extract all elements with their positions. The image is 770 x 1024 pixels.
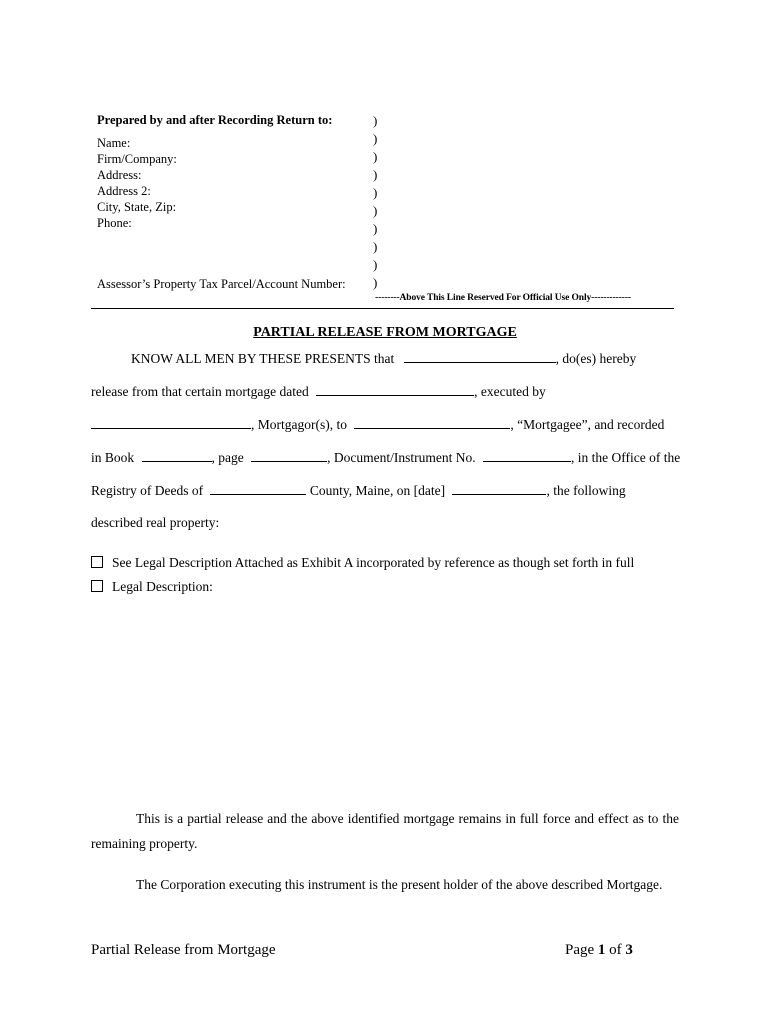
book-blank[interactable] [142,449,212,462]
address-field-label: Address: [97,168,142,182]
page-indicator [565,942,633,959]
mortgage-date-blank[interactable] [316,383,474,396]
releasor-blank[interactable] [404,350,556,363]
body-text: Registry of Deeds of [91,483,204,498]
phone-field-label: Phone: [97,216,132,230]
body-text: , in the Office of the [570,450,681,465]
body-text: , “Mortgagee”, and recorded [510,417,665,432]
page-blank[interactable] [251,449,327,462]
exhibit-option-label: See Legal Description Attached as Exhibit A incorporated by reference as though set forth in full [112,555,635,570]
page-label: Page [565,942,595,958]
body-line-1 [131,350,636,367]
paren-mark: ) [373,149,378,164]
body-text: , Document/Instrument No. [327,450,476,465]
partial-release-paragraph: This is a partial release and the above identified mortgage remains in full force and effect as to the remaining property. [91,811,679,851]
body-line-5 [91,482,626,499]
recorded-date-blank[interactable] [452,482,546,495]
address2-field-label: Address 2: [97,184,151,198]
paren-mark: ) [373,167,378,182]
body-text: KNOW ALL MEN BY THESE PRESENTS that [131,351,395,366]
legal-description-option [91,579,213,595]
legal-description-checkbox[interactable] [91,580,103,592]
assessor-parcel-label: Assessor’s Property Tax Parcel/Account Number: [97,277,346,291]
of-label: of [609,942,622,958]
header-divider [91,308,674,309]
paren-mark: ) [373,221,378,236]
body-text: in Book [91,450,135,465]
body-line-4 [91,449,680,466]
instrument-number-blank[interactable] [483,449,571,462]
name-field-label: Name: [97,136,131,150]
body-line-3 [91,416,664,433]
body-text: , Mortgagor(s), to [251,417,347,432]
current-page: 1 [597,942,606,958]
body-line-2 [91,383,546,400]
official-use-notice: --------Above This Line Reserved For Official Use Only------------- [375,293,631,303]
footer-document-name: Partial Release from Mortgage [91,942,276,958]
exhibit-option [91,555,634,571]
body-text: release from that certain mortgage dated [91,384,309,399]
legal-description-label: Legal Description: [112,579,213,594]
recording-header-title: Prepared by and after Recording Return to: [97,113,333,127]
body-text: County, Maine, on [date] [309,483,446,498]
corporation-paragraph: The Corporation executing this instrument is the present holder of the above described Mortgage. [136,877,663,892]
paren-mark: ) [373,131,378,146]
body-text: , page [211,450,244,465]
document-title: PARTIAL RELEASE FROM MORTGAGE [253,325,517,340]
city-state-zip-field-label: City, State, Zip: [97,200,177,214]
paren-mark: ) [373,275,378,290]
paren-mark: ) [373,185,378,200]
mortgagee-blank[interactable] [354,416,510,429]
paren-mark: ) [373,239,378,254]
body-text: , the following [546,483,626,498]
exhibit-checkbox[interactable] [91,556,103,568]
county-blank[interactable] [210,482,306,495]
mortgagor-blank[interactable] [91,416,251,429]
total-pages: 3 [625,942,633,958]
firm-field-label: Firm/Company: [97,152,177,166]
paren-mark: ) [373,113,378,128]
body-text: , do(es) hereby [555,351,637,366]
body-text: , executed by [474,384,546,399]
paren-mark: ) [373,203,378,218]
body-line-6: described real property: [91,515,220,530]
paren-mark: ) [373,257,378,272]
